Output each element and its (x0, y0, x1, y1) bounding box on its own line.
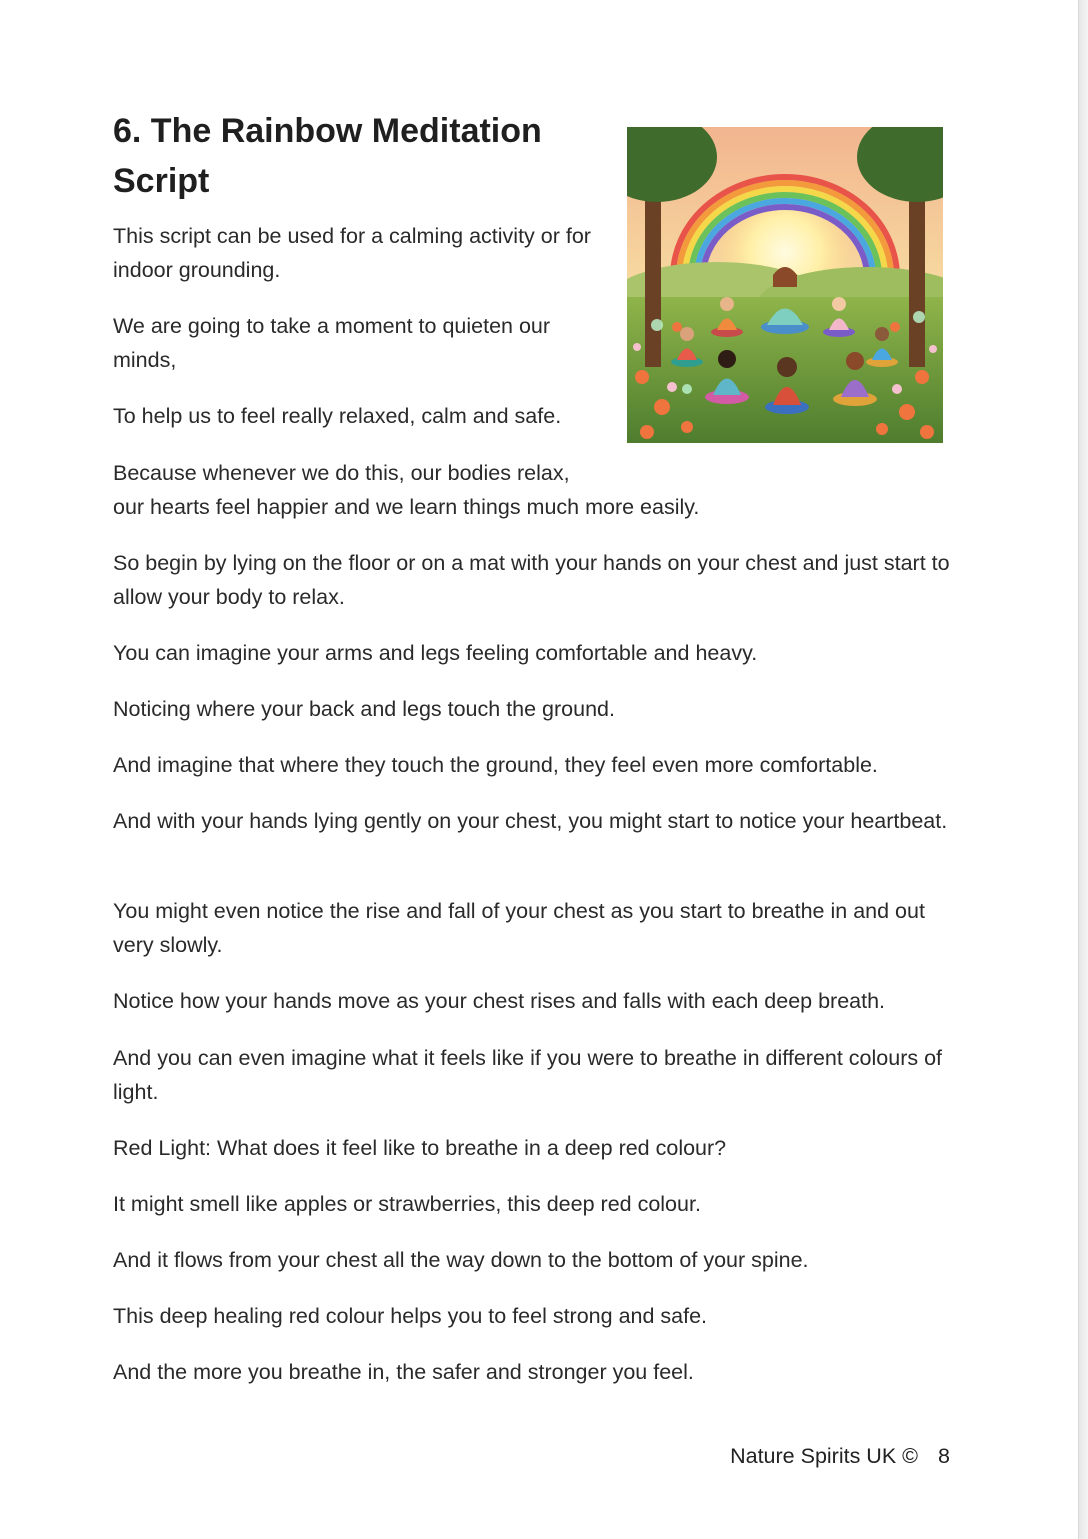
paragraph: And the more you breathe in, the safer and stronger you feel. (113, 1360, 694, 1384)
paragraph: our hearts feel happier and we learn things much more easily. (113, 495, 700, 519)
paragraph: It might smell like apples or strawberries, this deep red colour. (113, 1192, 701, 1216)
page-title: 6. The Rainbow Meditation Script (113, 112, 542, 200)
paragraph: We are going to take a moment to quieten our minds, (113, 314, 551, 372)
paragraph: You can imagine your arms and legs feeling comfortable and heavy. (113, 641, 758, 665)
paragraph: So begin by lying on the floor or on a mat with your hands on your chest and just start to allow your body to relax. (113, 551, 950, 609)
paragraph: Noticing where your back and legs touch the ground. (113, 697, 615, 721)
page-number: 8 (938, 1444, 950, 1468)
rainbow-meditation-illustration (627, 127, 943, 443)
paragraph: And you can even imagine what it feels like if you were to breathe in different colours of light. (113, 1046, 943, 1104)
paragraph: You might even notice the rise and fall of your chest as you start to breathe in and out very slowly. (113, 899, 925, 957)
paragraph: This deep healing red colour helps you to feel strong and safe. (113, 1304, 708, 1328)
paragraph-intro: This script can be used for a calming activity or for indoor grounding. (113, 224, 591, 282)
paragraph: To help us to feel really relaxed, calm and safe. (113, 404, 562, 428)
paragraph: And with your hands lying gently on your chest, you might start to notice your heartbeat. (113, 809, 948, 833)
paragraph: Because whenever we do this, our bodies relax, (113, 461, 570, 485)
page-edge (1078, 0, 1088, 1539)
paragraph: And it flows from your chest all the way down to the bottom of your spine. (113, 1248, 809, 1272)
paragraph: Notice how your hands move as your chest rises and falls with each deep breath. (113, 989, 886, 1013)
paragraph: Red Light: What does it feel like to breathe in a deep red colour? (113, 1136, 727, 1160)
footer-brand: Nature Spirits UK © (730, 1444, 918, 1468)
paragraph: And imagine that where they touch the ground, they feel even more comfortable. (113, 753, 878, 777)
